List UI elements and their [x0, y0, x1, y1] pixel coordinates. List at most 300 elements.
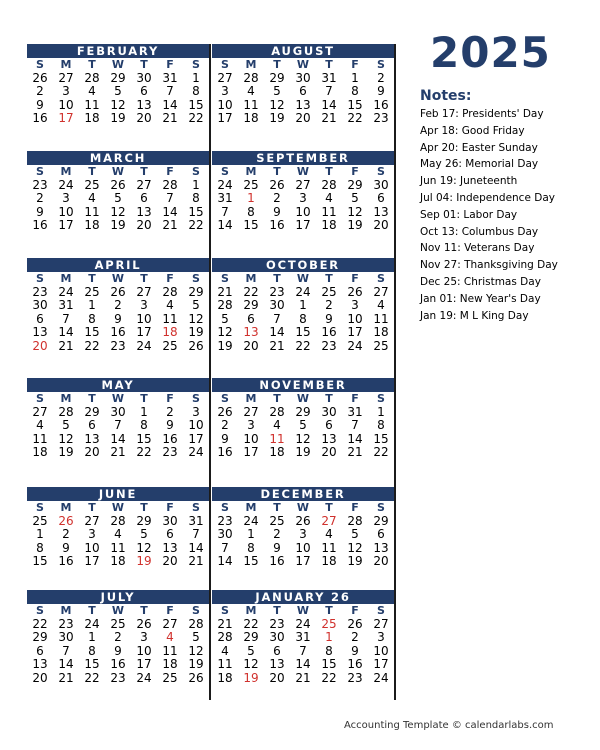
day-cell: 30 — [373, 177, 389, 192]
day-cell: 7 — [325, 84, 333, 98]
day-cell: 17 — [58, 218, 74, 232]
weekday-label: W — [296, 392, 310, 405]
day-cell: 3 — [221, 84, 229, 98]
day-cell: 12 — [347, 204, 363, 219]
day-cell: 24 — [136, 670, 152, 685]
day-cell: 30 — [58, 630, 74, 644]
week-row — [27, 192, 209, 206]
month-name: FEBRUARY — [76, 44, 160, 58]
day-cell: 17 — [217, 111, 233, 125]
weekday-label: W — [111, 165, 125, 178]
week-row — [212, 515, 394, 529]
week-row — [27, 672, 209, 686]
weekday-label: W — [296, 58, 310, 71]
week-row — [27, 286, 209, 300]
day-cell: 22 — [188, 218, 204, 232]
month-name: JULY — [100, 590, 136, 604]
weekday-label: W — [296, 165, 310, 178]
weekday-label: S — [221, 392, 229, 405]
day-cell: 13 — [295, 97, 311, 112]
month-october — [212, 258, 394, 353]
day-cell: 17 — [136, 325, 152, 339]
day-cell: 14 — [217, 554, 233, 568]
week-row — [212, 219, 394, 233]
day-cell: 3 — [140, 298, 148, 312]
day-cell: 28 — [58, 404, 74, 419]
weekday-label: M — [245, 604, 257, 617]
holiday-day-cell: 1 — [247, 191, 255, 205]
weekday-label: S — [36, 165, 44, 178]
day-cell: 19 — [110, 111, 126, 125]
day-cell: 8 — [192, 191, 200, 205]
day-cell: 3 — [140, 630, 148, 644]
day-cell: 24 — [217, 177, 233, 192]
day-cell: 11 — [110, 540, 126, 555]
day-cell: 12 — [295, 431, 311, 446]
week-row — [212, 672, 394, 686]
day-cell: 6 — [247, 311, 255, 326]
day-cell: 26 — [347, 284, 363, 299]
holiday-day-cell: 4 — [166, 630, 174, 644]
day-cell: 13 — [373, 540, 389, 555]
day-cell: 11 — [373, 311, 389, 326]
day-cell: 28 — [347, 513, 363, 528]
day-cell: 29 — [243, 298, 259, 312]
day-cell: 26 — [136, 616, 152, 631]
month-name: DECEMBER — [260, 487, 346, 501]
day-cell: 23 — [110, 670, 126, 685]
weekday-label: W — [296, 272, 310, 285]
day-cell: 9 — [273, 204, 281, 219]
weekday-label: S — [192, 272, 200, 285]
day-cell: 6 — [377, 527, 385, 541]
day-cell: 20 — [32, 670, 48, 685]
day-cell: 15 — [321, 657, 337, 671]
month-september — [212, 151, 394, 233]
day-cell: 29 — [136, 513, 152, 528]
week-row — [212, 85, 394, 99]
day-cell: 10 — [295, 540, 311, 555]
day-cell: 16 — [32, 218, 48, 232]
day-cell: 21 — [295, 670, 311, 685]
day-cell: 12 — [243, 657, 259, 671]
month-july — [27, 590, 209, 685]
weekday-label: M — [245, 501, 257, 514]
week-row — [27, 528, 209, 542]
day-cell: 2 — [62, 527, 70, 541]
holiday-day-cell: 20 — [32, 338, 48, 353]
day-cell: 3 — [88, 527, 96, 541]
weekday-label: F — [166, 604, 174, 617]
day-cell: 9 — [221, 431, 229, 446]
weekday-label: T — [273, 272, 281, 285]
week-row — [27, 179, 209, 193]
day-cell: 5 — [299, 418, 307, 432]
day-cell: 21 — [269, 338, 285, 353]
week-row — [212, 72, 394, 86]
day-cell: 9 — [377, 84, 385, 98]
weekday-label: W — [111, 272, 125, 285]
day-cell: 3 — [377, 630, 385, 644]
holiday-day-cell: 19 — [136, 554, 152, 568]
weekday-label: M — [60, 58, 72, 71]
day-cell: 1 — [351, 70, 359, 85]
day-cell: 30 — [32, 298, 48, 312]
weekday-label: S — [192, 392, 200, 405]
weekday-label: M — [60, 604, 72, 617]
day-cell: 12 — [188, 643, 204, 658]
day-cell: 26 — [188, 338, 204, 353]
day-cell: 4 — [36, 418, 44, 432]
weekday-label: S — [377, 501, 385, 514]
day-cell: 3 — [351, 298, 359, 312]
day-cell: 14 — [162, 97, 178, 112]
weekday-label: T — [273, 501, 281, 514]
day-cell: 18 — [84, 111, 100, 125]
day-cell: 27 — [162, 616, 178, 631]
day-cell: 28 — [269, 404, 285, 419]
day-cell: 7 — [221, 540, 229, 555]
day-cell: 7 — [62, 643, 70, 658]
day-cell: 13 — [32, 657, 48, 671]
day-cell: 7 — [192, 527, 200, 541]
week-row — [212, 313, 394, 327]
weekday-label: S — [221, 58, 229, 71]
day-cell: 7 — [166, 191, 174, 205]
month-name: MARCH — [89, 151, 147, 165]
day-cell: 27 — [217, 70, 233, 85]
weekday-header-row — [27, 165, 209, 179]
day-cell: 20 — [162, 554, 178, 568]
month-header — [27, 487, 209, 501]
weekday-label: F — [351, 604, 359, 617]
day-cell: 16 — [217, 445, 233, 459]
day-cell: 9 — [351, 643, 359, 658]
day-cell: 14 — [269, 325, 285, 339]
day-cell: 1 — [192, 177, 200, 192]
weekday-label: S — [221, 501, 229, 514]
day-cell: 6 — [36, 311, 44, 326]
week-row — [212, 446, 394, 460]
weekday-header-row — [212, 604, 394, 618]
day-cell: 23 — [321, 338, 337, 353]
day-cell: 18 — [373, 325, 389, 339]
weekday-label: S — [377, 604, 385, 617]
day-cell: 1 — [88, 630, 96, 644]
weekday-label: T — [140, 392, 148, 405]
day-cell: 14 — [347, 431, 363, 446]
day-cell: 1 — [247, 527, 255, 541]
holiday-note: May 26: Memorial Day — [420, 158, 539, 171]
day-cell: 24 — [188, 445, 204, 459]
month-header — [212, 151, 394, 165]
day-cell: 11 — [217, 657, 233, 671]
day-cell: 12 — [269, 97, 285, 112]
day-cell: 10 — [188, 418, 204, 432]
month-header — [27, 258, 209, 272]
day-cell: 10 — [243, 431, 259, 446]
day-cell: 20 — [373, 554, 389, 568]
day-cell: 31 — [58, 298, 74, 312]
day-cell: 17 — [347, 325, 363, 339]
day-cell: 29 — [295, 404, 311, 419]
day-cell: 23 — [58, 616, 74, 631]
weekday-label: F — [351, 165, 359, 178]
day-cell: 21 — [217, 616, 233, 631]
month-name: SEPTEMBER — [256, 151, 350, 165]
weekday-label: W — [111, 58, 125, 71]
day-cell: 4 — [377, 298, 385, 312]
day-cell: 18 — [110, 554, 126, 568]
weekday-label: S — [221, 604, 229, 617]
day-cell: 13 — [269, 657, 285, 671]
day-cell: 20 — [373, 218, 389, 232]
weekday-label: T — [140, 58, 148, 71]
day-cell: 4 — [221, 643, 229, 658]
week-row — [27, 446, 209, 460]
holiday-note: Nov 11: Veterans Day — [420, 242, 535, 255]
weekday-header-row — [27, 58, 209, 72]
month-december — [212, 487, 394, 569]
day-cell: 14 — [110, 431, 126, 446]
day-cell: 27 — [84, 513, 100, 528]
day-cell: 12 — [217, 325, 233, 339]
day-cell: 18 — [84, 218, 100, 232]
day-cell: 9 — [114, 643, 122, 658]
day-cell: 26 — [347, 616, 363, 631]
day-cell: 8 — [88, 643, 96, 658]
day-cell: 28 — [217, 630, 233, 644]
day-cell: 12 — [110, 97, 126, 112]
day-cell: 11 — [32, 431, 48, 446]
weekday-label: S — [377, 272, 385, 285]
weekday-label: F — [166, 501, 174, 514]
weekday-label: T — [325, 272, 333, 285]
week-row — [27, 542, 209, 556]
day-cell: 6 — [36, 643, 44, 658]
day-cell: 18 — [321, 554, 337, 568]
day-cell: 28 — [84, 70, 100, 85]
day-cell: 24 — [136, 338, 152, 353]
day-cell: 10 — [217, 97, 233, 112]
day-cell: 13 — [136, 97, 152, 112]
day-cell: 31 — [162, 70, 178, 85]
day-cell: 20 — [84, 445, 100, 459]
day-cell: 10 — [136, 311, 152, 326]
day-cell: 15 — [347, 97, 363, 112]
weekday-label: T — [325, 604, 333, 617]
weekday-header-row — [212, 58, 394, 72]
day-cell: 14 — [295, 657, 311, 671]
day-cell: 9 — [114, 311, 122, 326]
day-cell: 2 — [377, 70, 385, 85]
weekday-label: F — [351, 58, 359, 71]
day-cell: 2 — [166, 404, 174, 419]
weekday-label: T — [88, 604, 96, 617]
weekday-label: M — [245, 392, 257, 405]
day-cell: 31 — [295, 630, 311, 644]
week-row — [212, 542, 394, 556]
day-cell: 22 — [243, 284, 259, 299]
day-cell: 17 — [136, 657, 152, 671]
weekday-label: T — [140, 165, 148, 178]
day-cell: 29 — [32, 630, 48, 644]
week-row — [27, 219, 209, 233]
day-cell: 24 — [347, 338, 363, 353]
weekday-header-row — [212, 501, 394, 515]
holiday-note: Jun 19: Juneteenth — [420, 175, 518, 188]
day-cell: 17 — [295, 554, 311, 568]
day-cell: 30 — [295, 70, 311, 85]
day-cell: 18 — [32, 445, 48, 459]
day-cell: 30 — [321, 404, 337, 419]
day-cell: 4 — [88, 191, 96, 205]
weekday-header-row — [27, 604, 209, 618]
day-cell: 27 — [295, 177, 311, 192]
holiday-day-cell: 1 — [325, 630, 333, 644]
month-name: JANUARY 26 — [255, 590, 351, 604]
day-cell: 1 — [192, 70, 200, 85]
holiday-note: Nov 27: Thanksgiving Day — [420, 259, 558, 272]
week-row — [212, 555, 394, 569]
day-cell: 21 — [217, 284, 233, 299]
day-cell: 26 — [269, 177, 285, 192]
day-cell: 27 — [373, 616, 389, 631]
weekday-label: S — [192, 165, 200, 178]
weekday-label: T — [325, 501, 333, 514]
day-cell: 15 — [32, 554, 48, 568]
day-cell: 29 — [188, 284, 204, 299]
weekday-header-row — [27, 501, 209, 515]
day-cell: 12 — [347, 540, 363, 555]
month-name: APRIL — [94, 258, 142, 272]
day-cell: 15 — [136, 431, 152, 446]
day-cell: 8 — [325, 643, 333, 658]
day-cell: 16 — [162, 431, 178, 446]
day-cell: 14 — [58, 657, 74, 671]
day-cell: 5 — [351, 527, 359, 541]
day-cell: 24 — [84, 616, 100, 631]
day-cell: 19 — [110, 218, 126, 232]
day-cell: 18 — [321, 218, 337, 232]
day-cell: 9 — [62, 540, 70, 555]
day-cell: 2 — [114, 630, 122, 644]
week-row — [212, 99, 394, 113]
weekday-label: M — [245, 58, 257, 71]
day-cell: 14 — [162, 204, 178, 219]
day-cell: 22 — [188, 111, 204, 125]
day-cell: 24 — [58, 284, 74, 299]
day-cell: 3 — [299, 527, 307, 541]
day-cell: 13 — [162, 540, 178, 555]
day-cell: 17 — [373, 657, 389, 671]
day-cell: 15 — [84, 657, 100, 671]
day-cell: 5 — [114, 84, 122, 98]
week-row — [212, 406, 394, 420]
day-cell: 20 — [243, 338, 259, 353]
weekday-label: S — [192, 604, 200, 617]
week-row — [27, 433, 209, 447]
week-row — [212, 528, 394, 542]
day-cell: 29 — [243, 630, 259, 644]
day-cell: 18 — [162, 657, 178, 671]
column-divider-right — [394, 44, 396, 700]
day-cell: 27 — [243, 404, 259, 419]
day-cell: 25 — [321, 284, 337, 299]
week-row — [27, 313, 209, 327]
day-cell: 8 — [299, 311, 307, 326]
day-cell: 17 — [295, 218, 311, 232]
day-cell: 3 — [247, 418, 255, 432]
day-cell: 10 — [136, 643, 152, 658]
day-cell: 30 — [110, 404, 126, 419]
holiday-day-cell: 25 — [321, 616, 337, 631]
weekday-label: T — [140, 501, 148, 514]
week-row — [212, 658, 394, 672]
weekday-label: S — [36, 58, 44, 71]
day-cell: 1 — [88, 298, 96, 312]
week-row — [27, 112, 209, 126]
day-cell: 22 — [32, 616, 48, 631]
weekday-label: W — [111, 604, 125, 617]
day-cell: 2 — [114, 298, 122, 312]
day-cell: 25 — [110, 616, 126, 631]
day-cell: 4 — [273, 418, 281, 432]
holiday-note: Apr 18: Good Friday — [420, 124, 525, 137]
day-cell: 16 — [269, 554, 285, 568]
weekday-label: S — [221, 165, 229, 178]
day-cell: 25 — [243, 177, 259, 192]
month-header — [27, 590, 209, 604]
week-row — [27, 406, 209, 420]
day-cell: 29 — [110, 70, 126, 85]
week-row — [212, 433, 394, 447]
week-row — [212, 645, 394, 659]
day-cell: 22 — [295, 338, 311, 353]
day-cell: 8 — [36, 540, 44, 555]
day-cell: 30 — [269, 630, 285, 644]
day-cell: 6 — [299, 84, 307, 98]
week-row — [212, 326, 394, 340]
holiday-notes-list — [420, 106, 558, 324]
day-cell: 2 — [36, 84, 44, 98]
weekday-header-row — [212, 165, 394, 179]
day-cell: 20 — [136, 218, 152, 232]
holiday-note: Oct 13: Columbus Day — [420, 225, 539, 238]
weekday-label: M — [245, 272, 257, 285]
day-cell: 21 — [321, 111, 337, 125]
week-row — [27, 645, 209, 659]
day-cell: 5 — [247, 643, 255, 658]
month-november — [212, 378, 394, 460]
day-cell: 31 — [347, 404, 363, 419]
weekday-label: S — [192, 501, 200, 514]
day-cell: 21 — [162, 111, 178, 125]
weekday-label: S — [36, 272, 44, 285]
weekday-label: T — [140, 604, 148, 617]
week-row — [27, 299, 209, 313]
weekday-label: W — [111, 392, 125, 405]
day-cell: 26 — [110, 284, 126, 299]
month-june — [27, 487, 209, 569]
day-cell: 7 — [114, 418, 122, 432]
day-cell: 27 — [373, 284, 389, 299]
day-cell: 5 — [273, 84, 281, 98]
week-row — [27, 555, 209, 569]
day-cell: 23 — [32, 177, 48, 192]
weekday-label: M — [245, 165, 257, 178]
month-header — [27, 44, 209, 58]
